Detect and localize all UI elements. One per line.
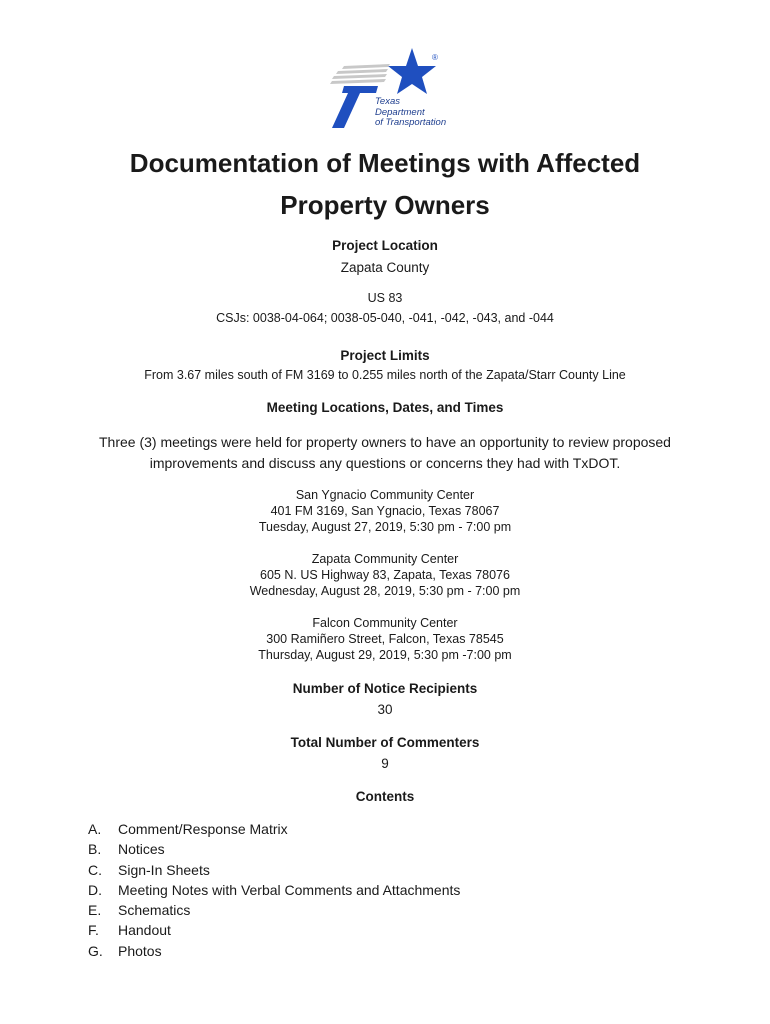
list-item [88, 839, 460, 859]
list-letter: A. [88, 821, 102, 837]
commenters-value: 9 [381, 756, 389, 771]
meetings-intro-line1: Three (3) meetings were held for property owners to have an opportunity to review proposed [99, 434, 671, 450]
project-location-heading: Project Location [332, 238, 438, 253]
meeting-location-2 [0, 551, 770, 599]
list-item [88, 860, 460, 880]
list-label: Schematics [118, 902, 191, 919]
project-limits-heading: Project Limits [340, 348, 430, 363]
commenters-heading: Total Number of Commenters [290, 735, 480, 750]
contents-heading: Contents [355, 789, 415, 804]
meeting-3-datetime: Thursday, August 29, 2019, 5:30 pm -7:00 pm [258, 648, 512, 662]
list-letter: D. [88, 881, 102, 898]
project-county: Zapata County [340, 260, 430, 275]
logo-text [375, 97, 446, 129]
list-label: Meeting Notes with Verbal Comments and Attachments [118, 881, 461, 898]
list-label: Notices [118, 841, 165, 858]
meeting-1-datetime: Tuesday, August 27, 2019, 5:30 pm - 7:00 pm [258, 520, 512, 534]
contents-list [88, 819, 460, 961]
project-highway: US 83 [367, 291, 403, 305]
project-csjs: CSJs: 0038-04-064; 0038-05-040, -041, -042, -043, and -044 [216, 311, 554, 325]
meetings-heading: Meeting Locations, Dates, and Times [266, 400, 504, 415]
list-item [88, 900, 460, 920]
list-label: Sign-In Sheets [118, 861, 210, 878]
meeting-location-3 [0, 615, 770, 663]
logo-text-line1: Texas [375, 96, 400, 107]
list-letter: F. [88, 922, 99, 939]
meeting-location-1 [0, 487, 770, 535]
list-item [88, 880, 460, 900]
registered-mark: ® [432, 53, 438, 62]
logo-text-line2: Department [375, 106, 425, 118]
list-label: Photos [118, 942, 162, 959]
list-item [88, 819, 460, 839]
meeting-3-address: 300 Ramiñero Street, Falcon, Texas 78545 [266, 632, 504, 646]
list-item [88, 941, 460, 961]
logo-text-line3: of Transportation [375, 117, 447, 128]
meeting-2-address: 605 N. US Highway 83, Zapata, Texas 78076 [260, 568, 510, 582]
meeting-2-datetime: Wednesday, August 28, 2019, 5:30 pm - 7:00 pm [249, 584, 521, 598]
page-title [0, 142, 770, 226]
list-item [88, 920, 460, 940]
meeting-1-address: 401 FM 3169, San Ygnacio, Texas 78067 [270, 504, 500, 518]
list-letter: C. [88, 861, 102, 878]
list-label: Handout [118, 922, 171, 939]
list-label: Comment/Response Matrix [118, 821, 288, 837]
meetings-intro-line2: improvements and discuss any questions or concerns they had with TxDOT. [149, 455, 621, 471]
notice-recipients-heading: Number of Notice Recipients [292, 681, 478, 696]
list-letter: E. [88, 902, 102, 919]
project-limits-text: From 3.67 miles south of FM 3169 to 0.255 miles north of the Zapata/Starr County Line [144, 368, 626, 382]
meeting-3-name: Falcon Community Center [312, 616, 458, 630]
meeting-1-name: San Ygnacio Community Center [295, 488, 475, 502]
title-line2: Property Owners [280, 190, 490, 220]
meeting-2-name: Zapata Community Center [311, 552, 459, 566]
list-letter: G. [88, 942, 103, 959]
title-line1: Documentation of Meetings with Affected [129, 148, 641, 178]
meetings-intro [0, 432, 770, 474]
notice-recipients-value: 30 [377, 702, 393, 717]
list-letter: B. [88, 841, 102, 858]
